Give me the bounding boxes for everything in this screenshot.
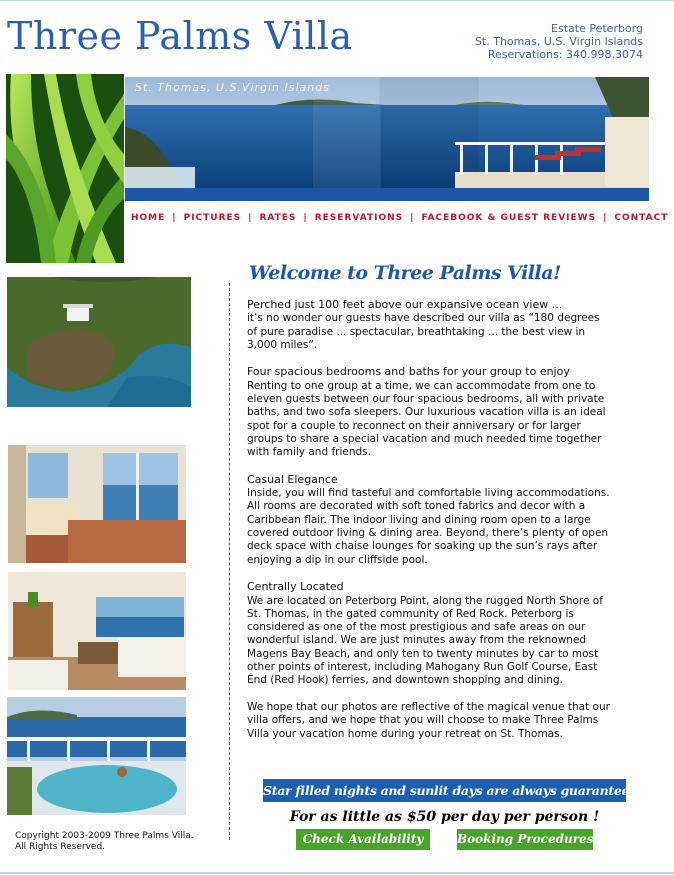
- copyright-line: Copyright 2003-2009 Three Palms Villa.: [15, 831, 194, 841]
- bottom-border: [0, 872, 674, 874]
- nav-separator: |: [172, 213, 177, 223]
- living-room-photo[interactable]: [8, 572, 186, 690]
- section-heading: Four spacious bedrooms and baths for your group to enjoy: [247, 365, 570, 379]
- site-logo[interactable]: Three Palms Villa: [7, 14, 353, 58]
- section-body: We are located on Peterborg Point, along the rugged North Shore of St. Thomas, in the gated community of Red Rock. Peterborg is considered as one of the most prestigious and safe areas on our wonderful island. We are just minutes away from the reknowned Magens Bay Beach, and only ten to twenty minutes by car to most other points of interest, including Mahogany Run Golf Course, East End (Red Hook) ferries, and downtown shopping and dining.: [247, 594, 603, 687]
- contact-estate: Estate Peterborg: [551, 22, 643, 35]
- contact-location: St. Thomas, U.S. Virgin Islands: [474, 35, 643, 48]
- main-navigation: [131, 213, 668, 223]
- closing-paragraph: We hope that our photos are reflective of the magical venue that our villa offers, and we hope that you will choose to make Three Palms Villa your vacation home during your retreat on St. Thomas.: [247, 700, 610, 740]
- section-body: Renting to one group at a time, we can accommodate from one to eleven guests between our four spacious bedrooms, all with private baths, and two sofa sleepers. Our luxurious vacation villa is an ideal spot for a couple to reconnect on their anniversary or for larger groups to share a special vacation and much needed time together with family and friends.: [247, 379, 606, 459]
- section-body: Inside, you will find tasteful and comfortable living accommodations. All rooms are decorated with soft toned fabrics and decor with a Caribbean flair. The indoor living and dining room open to a large covered outdoor living & dining area. Beyond, there’s plenty of open deck space with chaise lounges for soaking up the sun’s rays after enjoying a dip in our cliffside pool.: [247, 487, 610, 566]
- nav-rates[interactable]: RATES: [259, 213, 297, 223]
- villa-cliff-photo[interactable]: [7, 277, 191, 407]
- banner-blue-bar: [125, 188, 649, 201]
- nav-reservations[interactable]: RESERVATIONS: [314, 213, 404, 223]
- nav-separator: |: [603, 213, 608, 223]
- nav-facebook-reviews[interactable]: FACEBOOK & GUEST REVIEWS: [421, 213, 597, 223]
- nav-separator: |: [248, 213, 253, 223]
- welcome-heading: Welcome to Three Palms Villa!: [249, 262, 561, 284]
- palm-leaf-photo: [6, 74, 124, 263]
- section-centrally-located: [247, 580, 639, 687]
- bedroom-photo[interactable]: [8, 445, 186, 563]
- nav-pictures[interactable]: PICTURES: [183, 213, 242, 223]
- ocean-view-banner: [125, 77, 649, 188]
- banner-caption: St. Thomas, U.S.Virgin Islands: [135, 81, 330, 94]
- booking-procedures-button[interactable]: Booking Procedures: [457, 829, 593, 850]
- nav-home[interactable]: HOME: [131, 213, 166, 223]
- contact-info: [475, 22, 643, 61]
- section-bedrooms: [247, 365, 639, 459]
- section-heading: Casual Elegance: [247, 472, 338, 486]
- nav-separator: |: [410, 213, 415, 223]
- section-heading: Centrally Located: [247, 580, 344, 594]
- main-content: [247, 298, 639, 754]
- section-body: it’s no wonder our guests have described our villa as “180 degrees of pure paradise ... spectacular, breathtaking ... the best view in 3,000 miles”.: [247, 312, 600, 351]
- promo-tagline: Star filled nights and sunlit days are always guaranteed.: [263, 779, 626, 802]
- contact-reservations: Reservations: 340.998.3074: [487, 48, 643, 61]
- footer-copyright: [15, 831, 194, 853]
- section-heading: Perched just 100 feet above our expansive ocean view ...: [247, 298, 563, 311]
- section-casual-elegance: [247, 473, 639, 567]
- pool-view-photo[interactable]: [7, 697, 186, 815]
- content-divider: [229, 283, 230, 840]
- nav-separator: |: [303, 213, 308, 223]
- check-availability-button[interactable]: Check Availability: [296, 829, 430, 850]
- top-border: [0, 0, 674, 1]
- rights-line: All Rights Reserved.: [15, 842, 106, 852]
- section-ocean-view: [247, 298, 639, 352]
- promo-price: For as little as $50 per day per person !: [289, 809, 600, 825]
- nav-contact[interactable]: CONTACT: [614, 213, 669, 223]
